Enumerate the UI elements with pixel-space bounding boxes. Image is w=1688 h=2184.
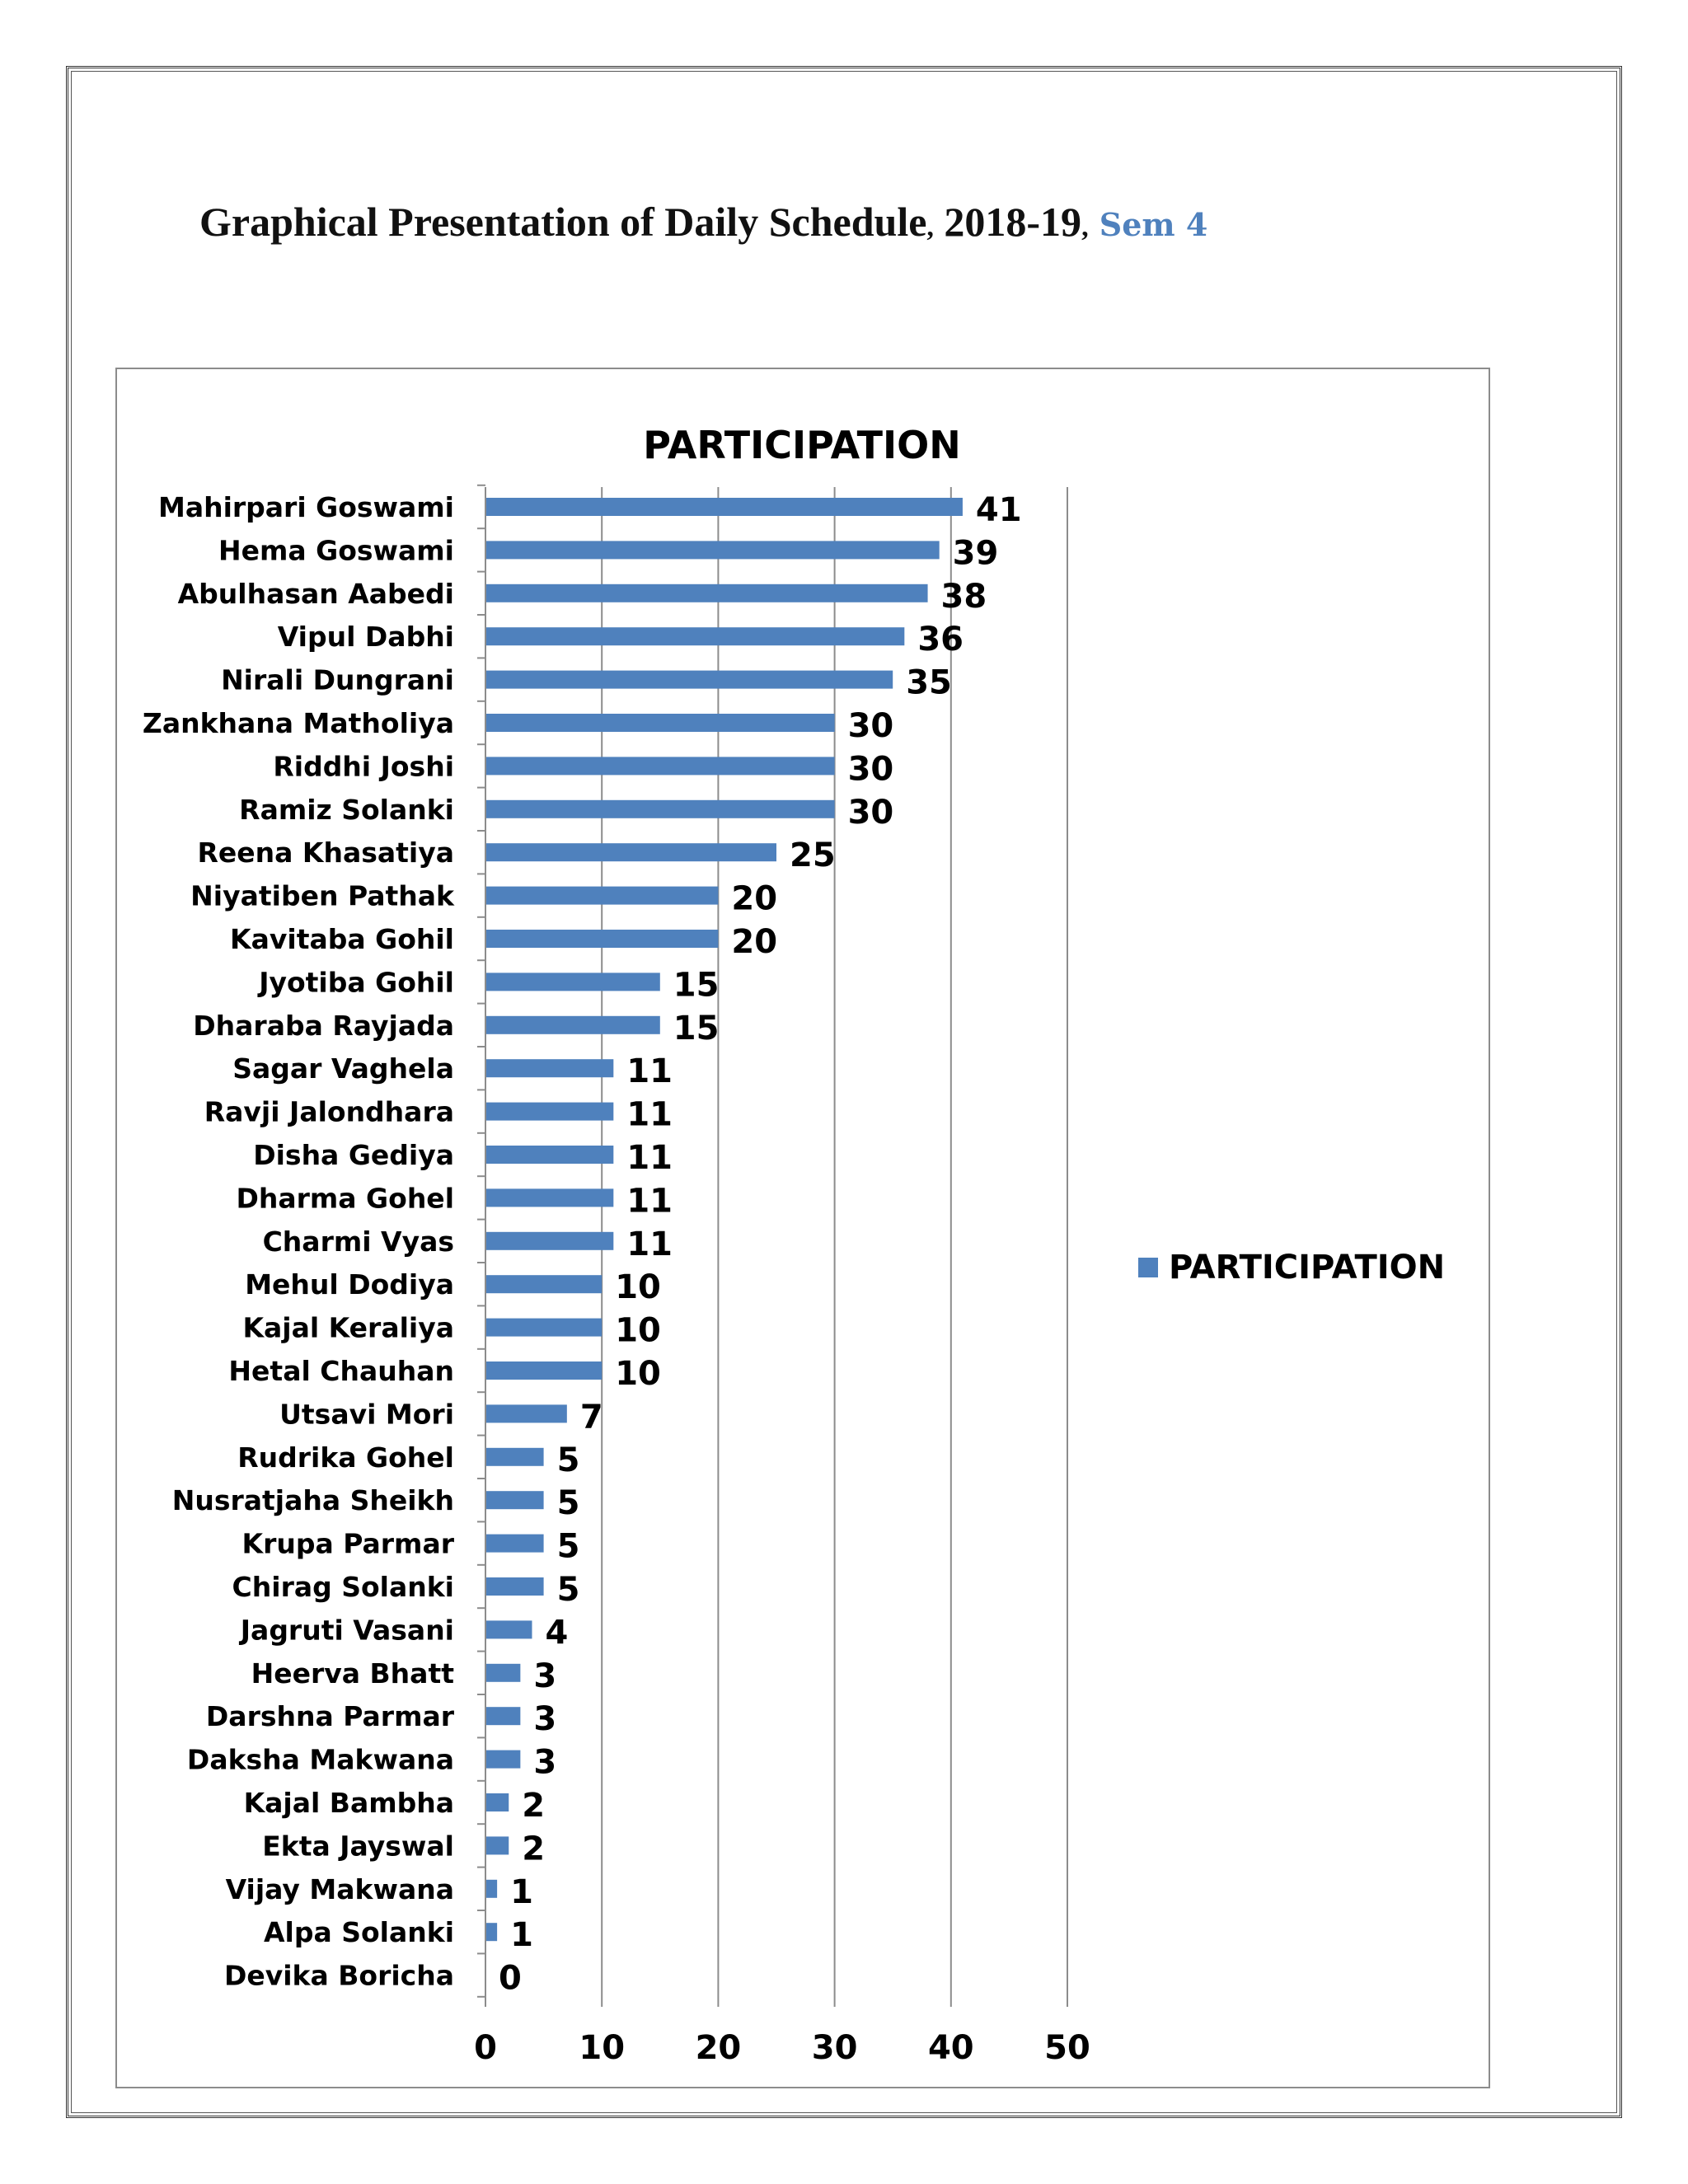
bar [485,1275,602,1293]
bar [485,1836,509,1854]
bar [485,498,963,516]
bar [485,1146,613,1164]
bar [485,627,904,645]
category-labels [143,491,455,1992]
x-tick-label: 40 [927,2029,974,2067]
legend-swatch [1138,1258,1158,1277]
bar [485,671,893,689]
data-label: 30 [847,750,894,789]
data-label: 1 [510,1916,533,1955]
category-label: Daksha Makwana [186,1743,454,1776]
data-label: 2 [522,1830,546,1868]
legend-label: PARTICIPATION [1169,1249,1446,1286]
legend [1138,1249,1445,1286]
data-label: 11 [626,1139,673,1177]
data-label: 2 [522,1787,546,1825]
bar [485,1103,613,1121]
category-label: Reena Khasatiya [197,837,454,869]
data-label: 36 [917,621,964,659]
data-label: 38 [940,577,987,616]
bar [485,1016,660,1034]
x-tick-label: 20 [695,2029,742,2067]
data-label: 30 [847,707,894,745]
bar [485,1793,509,1811]
bar [485,1923,497,1941]
data-label: 1 [510,1872,533,1911]
category-label: Hetal Chauhan [228,1355,454,1387]
data-label: 15 [673,966,720,1005]
data-label: 0 [499,1959,522,1998]
category-label: Kavitaba Gohil [230,923,454,955]
category-label: Hema Goswami [218,534,454,567]
x-tick-label: 10 [579,2029,626,2067]
data-label: 3 [533,1743,557,1782]
category-label: Sagar Vaghela [232,1052,454,1085]
data-label: 7 [579,1398,603,1436]
bar [485,1577,544,1596]
heading-semester: Sem 4 [1088,206,1208,243]
heading-comma: , [926,212,934,242]
data-label: 10 [615,1311,661,1350]
category-label: Riddhi Joshi [273,750,454,783]
category-label: Zankhana Matholiya [142,707,454,739]
x-tick-label: 50 [1044,2029,1090,2067]
category-label: Disha Gediya [253,1139,454,1171]
heading-year: 2018-19 [933,199,1082,245]
data-label: 20 [731,923,778,961]
data-label: 5 [556,1441,580,1479]
bar [485,541,940,559]
bar [485,1319,602,1337]
bar [485,887,718,905]
bar [485,1750,520,1769]
data-label: 15 [673,1009,720,1047]
category-label: Jagruti Vasani [240,1614,454,1647]
bar [485,1880,497,1898]
category-label: Darshna Parmar [205,1700,454,1733]
category-label: Mahirpari Goswami [157,491,454,523]
bar [485,1188,613,1207]
data-label: 3 [533,1700,557,1739]
bar [485,584,928,602]
category-label: Ekta Jayswal [262,1830,454,1863]
data-label: 5 [556,1571,580,1609]
bar [485,1620,532,1638]
data-label: 4 [545,1614,569,1652]
data-label: 11 [626,1052,673,1091]
bar [485,1664,520,1682]
category-label: Ramiz Solanki [239,793,454,826]
bar [485,800,835,818]
category-label: Charmi Vyas [262,1225,454,1258]
bar [485,1361,602,1380]
category-label: Dharma Gohel [236,1182,454,1215]
bar [485,1404,567,1422]
bar [485,1707,520,1725]
data-label: 35 [906,663,952,702]
category-label: Dharaba Rayjada [193,1009,454,1042]
category-label: Ravji Jalondhara [204,1095,454,1128]
bar [485,757,835,775]
data-label: 10 [615,1268,661,1307]
data-label: 41 [975,491,1022,529]
data-label: 20 [731,879,778,918]
data-label: 3 [533,1657,557,1695]
bar [485,972,660,991]
category-label: Abulhasan Aabedi [177,577,454,610]
data-label: 25 [790,837,836,875]
bar [485,1059,613,1077]
bar [485,1491,544,1509]
data-label: 11 [626,1182,673,1221]
category-label: Nusratjaha Sheikh [171,1484,454,1517]
heading-main: Graphical Presentation of Daily Schedule [199,199,927,245]
data-label: 39 [952,534,999,573]
category-label: Kajal Keraliya [242,1311,454,1344]
category-label: Heerva Bhatt [251,1657,454,1690]
category-label: Krupa Parmar [241,1527,454,1560]
category-label: Vijay Makwana [225,1872,454,1905]
x-tick-label: 30 [811,2029,858,2067]
bar [485,1232,613,1250]
bar [485,1535,544,1553]
bar [485,1448,544,1466]
chart-title: PARTICIPATION [643,423,961,467]
x-tick-labels [474,2029,1090,2067]
data-label: 30 [847,793,894,832]
data-label: 11 [626,1225,673,1263]
category-label: Rudrika Gohel [237,1441,454,1474]
x-tick-label: 0 [474,2029,497,2067]
category-label: Utsavi Mori [279,1398,454,1431]
category-label: Kajal Bambha [243,1787,454,1819]
data-label: 11 [626,1095,673,1134]
category-label: Mehul Dodiya [245,1268,454,1301]
heading-comma-2: , [1081,212,1089,242]
bar [485,714,835,732]
bar [485,843,776,861]
category-label: Devika Boricha [223,1959,454,1992]
category-label: Chirag Solanki [232,1571,454,1603]
category-label: Niyatiben Pathak [190,879,454,912]
category-label: Alpa Solanki [264,1916,454,1949]
data-label: 5 [556,1527,580,1566]
bar [485,930,718,948]
data-label: 10 [615,1355,661,1393]
data-label: 5 [556,1484,580,1523]
category-label: Nirali Dungrani [221,663,454,696]
category-label: Jyotiba Gohil [259,966,454,999]
category-label: Vipul Dabhi [277,621,454,654]
